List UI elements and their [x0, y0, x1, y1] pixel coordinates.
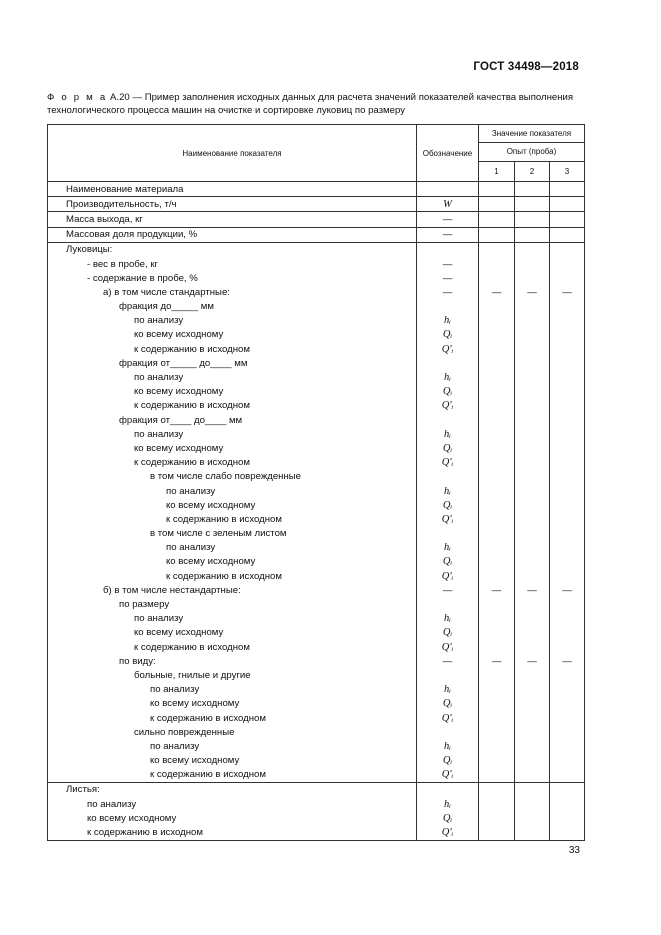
- trial-1-value: [479, 484, 515, 498]
- indicator-symbol: —: [417, 271, 479, 285]
- trial-1-value: [479, 612, 515, 626]
- standard-number: ГОСТ 34498—2018: [473, 61, 579, 73]
- trial-3-value: [550, 725, 585, 739]
- indicator-symbol: Q'ᵢ: [417, 456, 479, 470]
- trial-2-value: [515, 370, 550, 384]
- indicator-name: Массовая доля продукции, %: [48, 227, 417, 242]
- table-row: [48, 626, 585, 640]
- indicator-symbol: Qᵢ: [417, 441, 479, 455]
- trial-3-value: [550, 470, 585, 484]
- indicator-symbol: [417, 668, 479, 682]
- trial-3-value: [550, 356, 585, 370]
- indicator-name: б) в том числе нестандартные:: [48, 583, 417, 597]
- trial-1-value: [479, 257, 515, 271]
- table-row: [48, 328, 585, 342]
- trial-2-value: [515, 484, 550, 498]
- form-caption: [47, 91, 587, 117]
- indicator-name: фракция до_____ мм: [48, 300, 417, 314]
- trial-1-value: [479, 227, 515, 242]
- trial-2-value: [515, 427, 550, 441]
- table-row: [48, 555, 585, 569]
- trial-1-value: —: [479, 654, 515, 668]
- trial-1-value: [479, 782, 515, 797]
- trial-2-value: [515, 597, 550, 611]
- indicator-symbol: [417, 725, 479, 739]
- trial-3-value: —: [550, 654, 585, 668]
- indicator-symbol: hᵢ: [417, 739, 479, 753]
- trial-3-value: —: [550, 285, 585, 299]
- indicator-symbol: [417, 242, 479, 257]
- indicator-name: ко всему исходному: [48, 441, 417, 455]
- trial-1-value: [479, 640, 515, 654]
- trial-3-value: [550, 314, 585, 328]
- indicator-name: к содержанию в исходном: [48, 399, 417, 413]
- table-row: [48, 484, 585, 498]
- indicator-symbol: [417, 356, 479, 370]
- table-header: [48, 125, 585, 182]
- trial-1-value: [479, 754, 515, 768]
- trial-2-value: [515, 385, 550, 399]
- trial-2-value: [515, 300, 550, 314]
- table-row: [48, 811, 585, 825]
- indicator-name: по анализу: [48, 541, 417, 555]
- trial-2-value: [515, 782, 550, 797]
- indicator-symbol: hᵢ: [417, 314, 479, 328]
- trial-2-value: [515, 197, 550, 212]
- trial-3-value: [550, 271, 585, 285]
- caption-text-line2: технологического процесса машин на очистке и сортировке луковиц по размеру: [47, 105, 405, 116]
- trial-2-value: [515, 668, 550, 682]
- indicator-name: Производительность, т/ч: [48, 197, 417, 212]
- indicator-symbol: hᵢ: [417, 541, 479, 555]
- indicator-name: по анализу: [48, 612, 417, 626]
- table-row: [48, 212, 585, 227]
- indicator-symbol: [417, 413, 479, 427]
- trial-3-value: [550, 711, 585, 725]
- indicator-name: к содержанию в исходном: [48, 640, 417, 654]
- trial-3-value: [550, 212, 585, 227]
- table-row: [48, 597, 585, 611]
- trial-1-value: [479, 356, 515, 370]
- table-row: [48, 569, 585, 583]
- indicator-symbol: hᵢ: [417, 612, 479, 626]
- trial-2-value: [515, 342, 550, 356]
- trial-1-value: [479, 512, 515, 526]
- trial-2-value: [515, 242, 550, 257]
- indicator-name: к содержанию в исходном: [48, 512, 417, 526]
- trial-1-value: —: [479, 285, 515, 299]
- trial-3-value: [550, 385, 585, 399]
- table-row: [48, 314, 585, 328]
- table-row: [48, 754, 585, 768]
- trial-2-value: [515, 640, 550, 654]
- indicator-name: по анализу: [48, 314, 417, 328]
- table-row: [48, 739, 585, 753]
- table-row: [48, 300, 585, 314]
- trial-1-value: [479, 626, 515, 640]
- trial-3-value: —: [550, 583, 585, 597]
- indicator-name: к содержанию в исходном: [48, 456, 417, 470]
- indicator-name: больные, гнилые и другие: [48, 668, 417, 682]
- header-trial-1: 1: [479, 161, 515, 181]
- trial-3-value: [550, 541, 585, 555]
- indicator-name: ко всему исходному: [48, 697, 417, 711]
- trial-2-value: —: [515, 583, 550, 597]
- trial-2-value: [515, 725, 550, 739]
- table-row: [48, 668, 585, 682]
- trial-3-value: [550, 640, 585, 654]
- caption-text-line1: — Пример заполнения исходных данных для расчета значений показателей качества выполнения: [129, 92, 574, 103]
- trial-3-value: [550, 484, 585, 498]
- indicator-symbol: [417, 597, 479, 611]
- indicator-symbol: —: [417, 285, 479, 299]
- indicator-symbol: Q'ᵢ: [417, 569, 479, 583]
- trial-1-value: [479, 697, 515, 711]
- trial-3-value: [550, 300, 585, 314]
- trial-2-value: [515, 612, 550, 626]
- trial-1-value: [479, 342, 515, 356]
- trial-2-value: —: [515, 654, 550, 668]
- table-row: [48, 356, 585, 370]
- trial-3-value: [550, 668, 585, 682]
- indicator-symbol: Qᵢ: [417, 328, 479, 342]
- indicator-name: - содержание в пробе, %: [48, 271, 417, 285]
- indicator-name: к содержанию в исходном: [48, 768, 417, 783]
- indicator-name: ко всему исходному: [48, 385, 417, 399]
- indicator-name: к содержанию в исходном: [48, 342, 417, 356]
- header-trial: Опыт (проба): [479, 143, 585, 161]
- trial-2-value: [515, 470, 550, 484]
- trial-1-value: [479, 739, 515, 753]
- indicator-name: по анализу: [48, 797, 417, 811]
- table-row: [48, 640, 585, 654]
- indicator-symbol: hᵢ: [417, 427, 479, 441]
- indicator-symbol: hᵢ: [417, 797, 479, 811]
- trial-1-value: [479, 212, 515, 227]
- table-row: [48, 441, 585, 455]
- indicator-symbol: Q'ᵢ: [417, 768, 479, 783]
- trial-3-value: [550, 441, 585, 455]
- trial-1-value: [479, 555, 515, 569]
- trial-3-value: [550, 370, 585, 384]
- indicator-symbol: [417, 300, 479, 314]
- indicator-name: по анализу: [48, 683, 417, 697]
- trial-3-value: [550, 782, 585, 797]
- trial-2-value: [515, 498, 550, 512]
- trial-2-value: [515, 227, 550, 242]
- table-row: [48, 413, 585, 427]
- header-indicator-value: Значение показателя: [479, 125, 585, 143]
- table-row: [48, 285, 585, 299]
- trial-2-value: [515, 739, 550, 753]
- indicator-symbol: hᵢ: [417, 683, 479, 697]
- trial-2-value: [515, 697, 550, 711]
- trial-3-value: [550, 626, 585, 640]
- trial-1-value: [479, 597, 515, 611]
- indicator-name: по анализу: [48, 484, 417, 498]
- indicator-symbol: Qᵢ: [417, 754, 479, 768]
- trial-1-value: [479, 314, 515, 328]
- trial-3-value: [550, 754, 585, 768]
- header-symbol: Обозначение: [417, 125, 479, 182]
- indicator-symbol: —: [417, 583, 479, 597]
- indicator-symbol: Qᵢ: [417, 697, 479, 711]
- trial-1-value: [479, 711, 515, 725]
- indicator-symbol: hᵢ: [417, 370, 479, 384]
- trial-3-value: [550, 739, 585, 753]
- trial-1-value: [479, 399, 515, 413]
- trial-3-value: [550, 683, 585, 697]
- indicator-name: по размеру: [48, 597, 417, 611]
- table-body: [48, 182, 585, 841]
- indicator-name: по анализу: [48, 427, 417, 441]
- trial-2-value: [515, 356, 550, 370]
- trial-3-value: [550, 512, 585, 526]
- table-row: [48, 782, 585, 797]
- trial-2-value: [515, 212, 550, 227]
- indicator-name: Масса выхода, кг: [48, 212, 417, 227]
- caption-number: А.20: [110, 92, 130, 103]
- trial-1-value: [479, 811, 515, 825]
- indicator-name: фракция от_____ до____ мм: [48, 356, 417, 370]
- table-row: [48, 456, 585, 470]
- header-trial-2: 2: [515, 161, 550, 181]
- trial-3-value: [550, 825, 585, 840]
- trial-2-value: [515, 555, 550, 569]
- indicator-name: а) в том числе стандартные:: [48, 285, 417, 299]
- trial-1-value: [479, 441, 515, 455]
- trial-3-value: [550, 612, 585, 626]
- trial-1-value: [479, 668, 515, 682]
- table-row: [48, 683, 585, 697]
- indicator-symbol: Qᵢ: [417, 811, 479, 825]
- indicator-name: ко всему исходному: [48, 555, 417, 569]
- indicator-symbol: W: [417, 197, 479, 212]
- indicator-symbol: —: [417, 227, 479, 242]
- table-row: [48, 654, 585, 668]
- table-row: [48, 797, 585, 811]
- trial-2-value: [515, 754, 550, 768]
- trial-3-value: [550, 597, 585, 611]
- indicator-symbol: Q'ᵢ: [417, 399, 479, 413]
- trial-1-value: [479, 725, 515, 739]
- indicator-name: Наименование материала: [48, 182, 417, 197]
- indicator-name: к содержанию в исходном: [48, 825, 417, 840]
- table-row: [48, 725, 585, 739]
- trial-3-value: [550, 569, 585, 583]
- trial-3-value: [550, 413, 585, 427]
- trial-2-value: [515, 569, 550, 583]
- trial-2-value: [515, 683, 550, 697]
- trial-1-value: [479, 470, 515, 484]
- trial-3-value: [550, 456, 585, 470]
- trial-2-value: [515, 527, 550, 541]
- indicator-name: по виду:: [48, 654, 417, 668]
- table-row: [48, 768, 585, 783]
- indicator-name: к содержанию в исходном: [48, 569, 417, 583]
- trial-3-value: [550, 182, 585, 197]
- trial-2-value: [515, 456, 550, 470]
- trial-1-value: [479, 385, 515, 399]
- table-row: [48, 498, 585, 512]
- trial-2-value: [515, 825, 550, 840]
- indicator-name: Листья:: [48, 782, 417, 797]
- trial-2-value: [515, 811, 550, 825]
- trial-3-value: [550, 811, 585, 825]
- trial-3-value: [550, 768, 585, 783]
- indicator-symbol: —: [417, 212, 479, 227]
- table-row: [48, 825, 585, 840]
- indicators-table: [47, 124, 585, 841]
- trial-2-value: [515, 626, 550, 640]
- table-row: [48, 399, 585, 413]
- trial-1-value: [479, 797, 515, 811]
- table-row: [48, 527, 585, 541]
- trial-1-value: [479, 370, 515, 384]
- trial-3-value: [550, 797, 585, 811]
- table-row: [48, 271, 585, 285]
- trial-3-value: [550, 227, 585, 242]
- table-row: [48, 427, 585, 441]
- indicator-symbol: [417, 527, 479, 541]
- trial-1-value: [479, 825, 515, 840]
- table-row: [48, 541, 585, 555]
- trial-1-value: [479, 328, 515, 342]
- trial-2-value: [515, 441, 550, 455]
- trial-2-value: [515, 257, 550, 271]
- indicator-symbol: [417, 182, 479, 197]
- indicator-symbol: hᵢ: [417, 484, 479, 498]
- trial-1-value: [479, 768, 515, 783]
- header-indicator-name: Наименование показателя: [48, 125, 417, 182]
- table-row: [48, 470, 585, 484]
- indicator-name: по анализу: [48, 370, 417, 384]
- trial-3-value: [550, 555, 585, 569]
- table-row: [48, 257, 585, 271]
- trial-1-value: [479, 413, 515, 427]
- trial-2-value: [515, 413, 550, 427]
- indicator-name: - вес в пробе, кг: [48, 257, 417, 271]
- indicator-name: ко всему исходному: [48, 626, 417, 640]
- table-row: [48, 512, 585, 526]
- indicator-name: к содержанию в исходном: [48, 711, 417, 725]
- trial-2-value: [515, 328, 550, 342]
- indicator-symbol: Qᵢ: [417, 555, 479, 569]
- trial-1-value: [479, 271, 515, 285]
- table-row: [48, 370, 585, 384]
- trial-3-value: [550, 342, 585, 356]
- trial-3-value: [550, 697, 585, 711]
- trial-1-value: —: [479, 583, 515, 597]
- trial-1-value: [479, 683, 515, 697]
- trial-1-value: [479, 456, 515, 470]
- trial-3-value: [550, 257, 585, 271]
- trial-1-value: [479, 197, 515, 212]
- trial-2-value: [515, 541, 550, 555]
- trial-2-value: [515, 271, 550, 285]
- trial-1-value: [479, 300, 515, 314]
- table-row: [48, 342, 585, 356]
- indicator-symbol: —: [417, 654, 479, 668]
- indicator-name: ко всему исходному: [48, 328, 417, 342]
- indicator-name: фракция от____ до____ мм: [48, 413, 417, 427]
- trial-3-value: [550, 527, 585, 541]
- table-row: [48, 583, 585, 597]
- trial-1-value: [479, 498, 515, 512]
- trial-1-value: [479, 527, 515, 541]
- header-trial-3: 3: [550, 161, 585, 181]
- table-row: [48, 227, 585, 242]
- caption-forma: Ф о р м а: [47, 92, 108, 103]
- indicator-symbol: Qᵢ: [417, 385, 479, 399]
- indicator-symbol: [417, 470, 479, 484]
- trial-3-value: [550, 197, 585, 212]
- indicator-name: сильно поврежденные: [48, 725, 417, 739]
- trial-2-value: [515, 768, 550, 783]
- indicator-symbol: Q'ᵢ: [417, 342, 479, 356]
- page-number: 33: [568, 845, 580, 856]
- trial-1-value: [479, 242, 515, 257]
- trial-2-value: [515, 711, 550, 725]
- indicator-symbol: Q'ᵢ: [417, 512, 479, 526]
- trial-3-value: [550, 328, 585, 342]
- indicator-symbol: Qᵢ: [417, 626, 479, 640]
- table-row: [48, 612, 585, 626]
- indicator-name: ко всему исходному: [48, 498, 417, 512]
- trial-3-value: [550, 399, 585, 413]
- trial-3-value: [550, 498, 585, 512]
- trial-2-value: [515, 399, 550, 413]
- table-row: [48, 697, 585, 711]
- indicator-symbol: [417, 782, 479, 797]
- indicator-name: Луковицы:: [48, 242, 417, 257]
- table-row: [48, 182, 585, 197]
- indicator-name: по анализу: [48, 739, 417, 753]
- trial-1-value: [479, 427, 515, 441]
- indicator-name: ко всему исходному: [48, 811, 417, 825]
- trial-2-value: —: [515, 285, 550, 299]
- trial-3-value: [550, 427, 585, 441]
- trial-1-value: [479, 569, 515, 583]
- indicator-name: ко всему исходному: [48, 754, 417, 768]
- table-row: [48, 197, 585, 212]
- indicator-name: в том числе слабо поврежденные: [48, 470, 417, 484]
- trial-2-value: [515, 314, 550, 328]
- trial-2-value: [515, 182, 550, 197]
- trial-1-value: [479, 541, 515, 555]
- trial-1-value: [479, 182, 515, 197]
- trial-2-value: [515, 512, 550, 526]
- table-row: [48, 711, 585, 725]
- trial-2-value: [515, 797, 550, 811]
- table-row: [48, 385, 585, 399]
- indicator-symbol: Q'ᵢ: [417, 640, 479, 654]
- indicator-symbol: Q'ᵢ: [417, 711, 479, 725]
- indicator-symbol: —: [417, 257, 479, 271]
- trial-3-value: [550, 242, 585, 257]
- indicator-name: в том числе с зеленым листом: [48, 527, 417, 541]
- indicator-symbol: Qᵢ: [417, 498, 479, 512]
- indicator-symbol: Q'ᵢ: [417, 825, 479, 840]
- table-row: [48, 242, 585, 257]
